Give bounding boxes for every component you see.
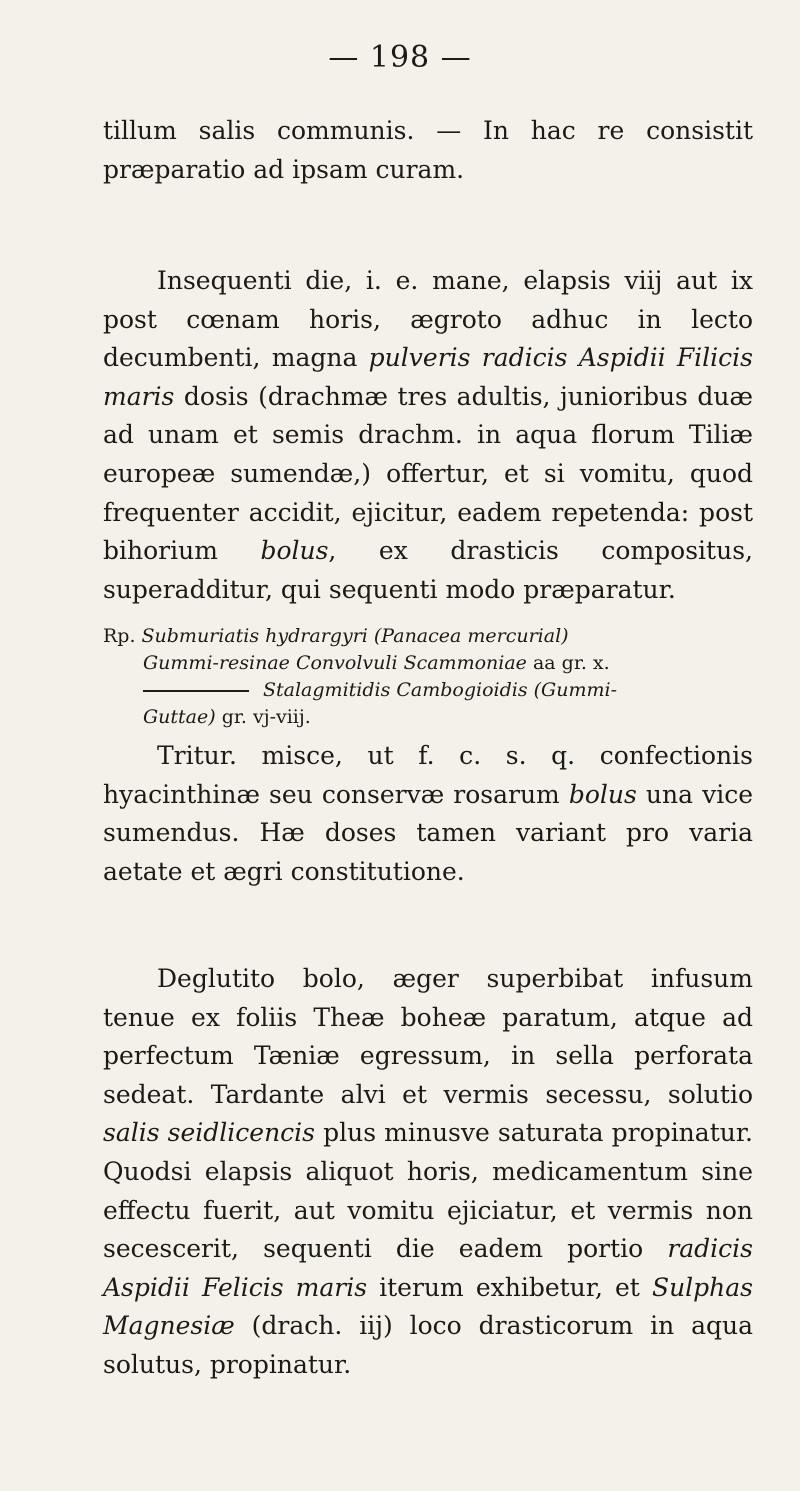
recipe-line-4 (103, 704, 753, 731)
paragraph-4-italic-magnesia: Sulphas Magnesiæ (103, 1272, 754, 1341)
paragraph-4-text-c: iterum exhibetur, et (367, 1272, 652, 1302)
recipe-ingredient-2: Gummi-resinae Convolvuli Scammoniae (143, 652, 527, 674)
recipe-ingredient-3-cont: Guttae) (143, 706, 216, 728)
recipe-ingredient-1: Submuriatis hydrargyri (Panacea mercurial) (141, 625, 569, 647)
recipe-line-2 (103, 650, 753, 677)
paragraph-4-italic-salt: salis seidlicencis (103, 1118, 315, 1148)
paragraph-2-italic-bolus: bolus (260, 536, 329, 566)
paragraph-4-text-b: plus minusve saturata propinatur. Quodsi elapsis aliquot horis, medicamentum sine effectu fuerit, aut vomitu ejiciatur, et vermis non secescerit, sequenti die eadem portio (103, 1118, 753, 1264)
paragraph-2-text-c: , ex drasticis compositus, superadditur, qui sequenti modo præparatur. (103, 536, 753, 604)
paragraph-2-text-a: Insequenti die, i. e. mane, elapsis viij aut ix post cœnam horis, ægroto adhuc in lecto decumbenti, magna (103, 266, 753, 373)
paragraph-4-italic-drug: radicis Aspidii Felicis maris (103, 1234, 753, 1302)
paragraph-1 (103, 112, 753, 189)
page-number: — 198 — (328, 40, 472, 75)
paragraph-3 (103, 737, 753, 891)
recipe-dose-2: gr. vj-viij. (221, 706, 311, 728)
paragraph-2-text-b: dosis (drachmæ tres adultis, junioribus duæ ad unam et semis drachm. in aqua florum Tiliæ europeæ sumendæ,) offertur, et si vomitu, quod frequenter accidit, ejicitur, eadem repetenda: post bihorium (103, 381, 753, 566)
recipe-block (103, 623, 753, 731)
paragraph-3-italic-bolus: bolus (568, 779, 637, 809)
paragraph-2 (103, 262, 753, 609)
paragraph-3-text-a: Tritur. misce, ut f. c. s. q. confectionis hyacinthinæ seu conservæ rosarum (103, 741, 753, 809)
paragraph-4 (103, 960, 753, 1385)
paragraph-3-text-b: una vice sumendus. Hæ doses tamen variant pro varia aetate et ægri constitutione. (103, 779, 753, 886)
recipe-ingredient-3: Stalagmitidis Cambogioidis (Gummi- (263, 679, 618, 701)
recipe-line-3 (103, 677, 753, 704)
recipe-line-1 (103, 623, 753, 650)
recipe-dash (143, 690, 249, 692)
recipe-dose-1: aa gr. x. (532, 652, 610, 674)
paragraph-2-italic-drug: pulveris radicis Aspidii Filicis maris (103, 343, 753, 411)
recipe-rp: Rp. (103, 625, 136, 647)
paragraph-4-text-d: (drach. iij) loco drasticorum in aqua solutus, propinatur. (103, 1311, 753, 1379)
paragraph-4-text-a: Deglutito bolo, æger superbibat infusum tenue ex foliis Theæ boheæ paratum, atque ad perfectum Tæniæ egressum, in sella perforata sedeat. Tardante alvi et vermis secessu, solutio (103, 964, 753, 1109)
paragraph-1-text: tillum salis communis. — In hac re consistit præparatio ad ipsam curam. (103, 116, 753, 184)
